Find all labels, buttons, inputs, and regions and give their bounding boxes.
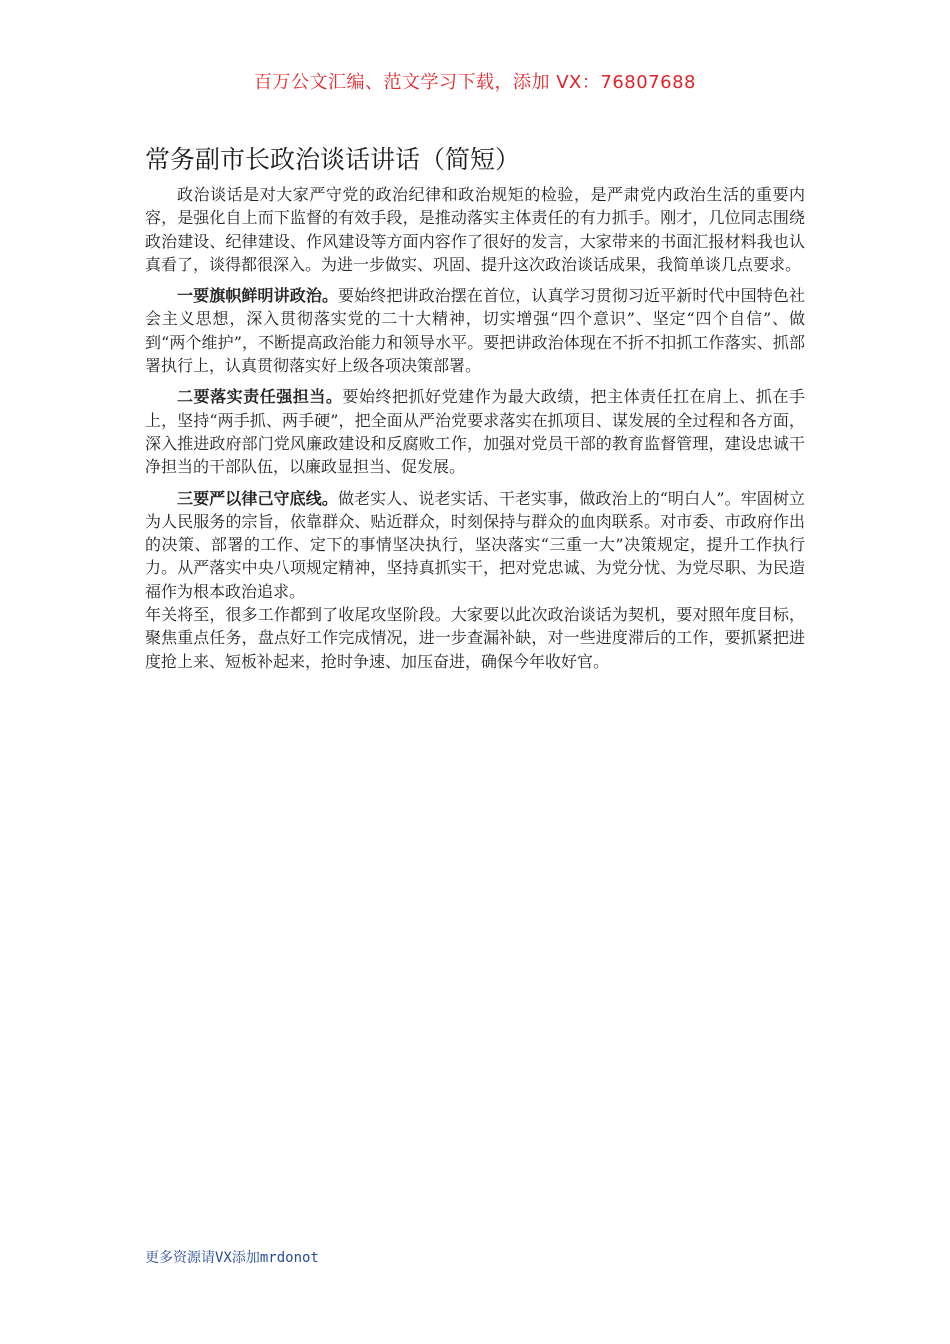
point-two-paragraph [145,385,805,478]
point-one-paragraph [145,284,805,377]
paragraph-text: 政治谈话是对大家严守党的政治纪律和政治规矩的检验，是严肃党内政治生活的重要内容，是强化自上而下监督的有效手段，是推动落实主体责任的有力抓手。刚才，几位同志围绕政治建设、纪律建设、作风建设等方面内容作了很好的发言，大家带来的书面汇报材料我也认真看了，谈得都很深入。为进一步做实、巩固、提升这次政治谈话成果，我简单谈几点要求。 [145,185,805,274]
point-two-heading: 二要落实责任强担当。 [177,387,343,407]
footer-note: 更多资源请VX添加mrdonot [145,1250,319,1266]
page-title: 常务副市长政治谈话讲话（简短） [145,145,521,174]
point-three-paragraph [145,487,805,673]
point-three-heading: 三要严以律己守底线。 [177,488,338,508]
paragraph-text: 要始终把抓好党建作为最大政绩，把主体责任扛在肩上、抓在手上，坚持“两手抓、两手硬”，把全面从严治党要求落实在抓项目、谋发展的全过程和各方面，深入推进政府部门党风廉政建设和反腐败工作，加强对党员干部的教育监督管理，建设忠诚干净担当的干部队伍，以廉政显担当、促发展。 [145,387,805,477]
header-banner: 百万公文汇编、范文学习下载，添加 VX：76807688 [254,72,696,93]
point-one-heading: 一要旗帜鲜明讲政治。 [177,286,339,306]
document-body [145,183,805,673]
paragraph-text: 要始终把讲政治摆在首位，认真学习贯彻习近平新时代中国特色社会主义思想，深入贯彻落实党的二十大精神，切实增强“四个意识”、坚定“四个自信”、做到“两个维护”，不断提高政治能力和领导水平。要把讲政治体现在不折不扣抓工作落实、抓部署执行上，认真贯彻落实好上级各项决策部署。 [145,286,805,376]
intro-paragraph [145,183,805,276]
paragraph-text: 做老实人、说老实话、干老实事，做政治上的“明白人”。牢固树立为人民服务的宗旨，依靠群众、贴近群众，时刻保持与群众的血肉联系。对市委、市政府作出的决策、部署的工作、定下的事情坚决执行，坚决落实“三重一大”决策规定，提升工作执行力。从严落实中央八项规定精神，坚持真抓实干，把对党忠诚、为党分忧、为党尽职、为民造福作为根本政治追求。 [145,488,805,601]
closing-text: 年关将至，很多工作都到了收尾攻坚阶段。大家要以此次政治谈话为契机，要对照年度目标，聚焦重点任务，盘点好工作完成情况，进一步查漏补缺，对一些进度滞后的工作，要抓紧把进度抢上来、短板补起来，抢时争速、加压奋进，确保今年收好官。 [145,605,805,671]
